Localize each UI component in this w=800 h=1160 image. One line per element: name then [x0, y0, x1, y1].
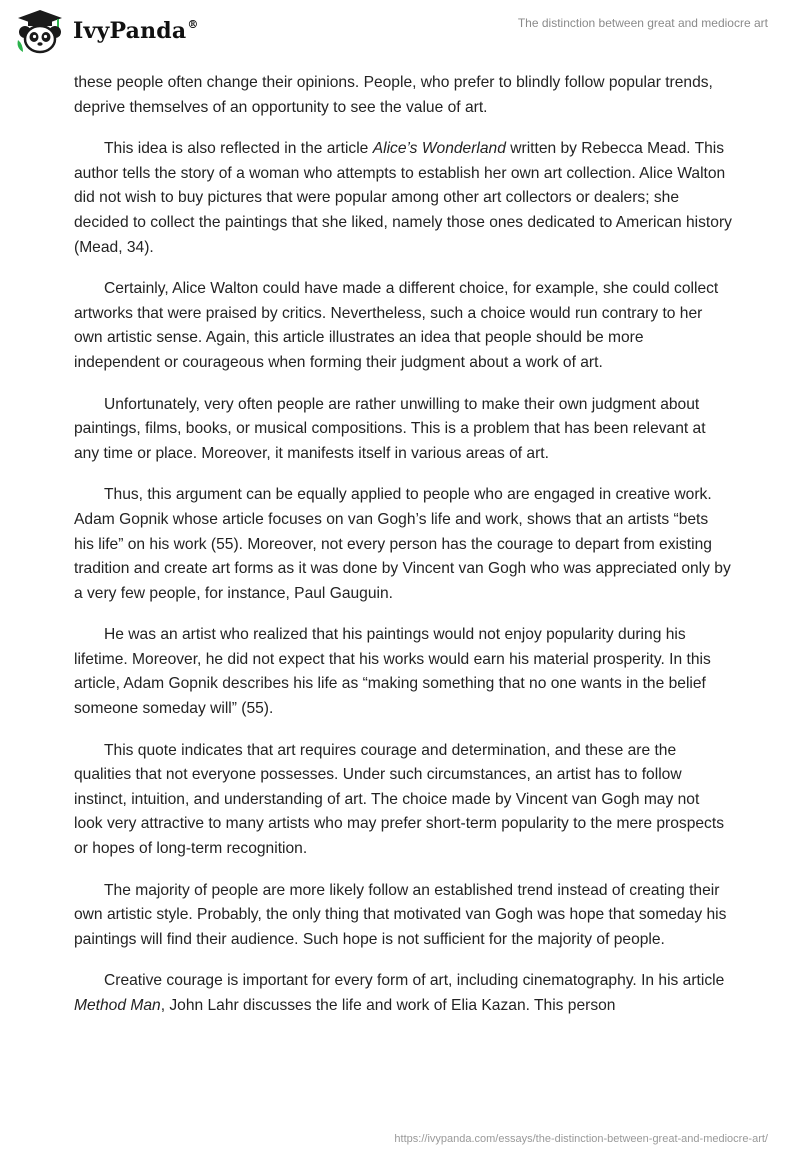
paragraph: The majority of people are more likely follow an established trend instead of creating their own artistic style. Probably, the only thing that motivated van Gogh was hope that someday his paintings will find their audience. Such hope is not sufficient for the majority of people.: [74, 881, 727, 948]
logo[interactable]: [14, 9, 199, 53]
paragraph: He was an artist who realized that his paintings would not enjoy popularity during his lifetime. Moreover, he did not expect that his works would earn his material prosperity. In this article, Adam Gopnik describes his life as “making something that no one wants in the belief someone someday will” (55).: [74, 626, 711, 718]
brand-name-text: IvyPanda: [73, 18, 187, 44]
brand-name: [73, 18, 199, 44]
paragraph: Unfortunately, very often people are rather unwilling to make their own judgment about paintings, films, books, or musical compositions. This is a problem that has been relevant at any time or place. Moreover, it manifests itself in various areas of art.: [74, 395, 706, 462]
paragraph-text: , John Lahr discusses the life and work of Elia Kazan. This person: [160, 997, 616, 1014]
page-header: [0, 0, 800, 70]
article-title: Method Man: [74, 997, 161, 1014]
paragraph: [74, 137, 732, 260]
paragraph: Thus, this argument can be equally applied to people who are engaged in creative work. Adam Gopnik whose article focuses on van Gogh’s life and work, shows that an artists “bets his life” on his work (55). Moreover, not every person has the courage to depart from existing tradition and create art forms as it was done by Vincent van Gogh who was appreciated only by a very few people, for instance, Paul Gauguin.: [74, 486, 731, 602]
paragraph-text: written by Rebecca Mead. This author tells the story of a woman who attempts to establish her own art collection. Alice Walton did not wish to buy pictures that were popular among other art collectors or dealers; she decided to collect the paintings that she liked, namely those ones dedicated to American history (Mead, 34).: [74, 140, 732, 256]
essay-body: [74, 71, 732, 1036]
source-url[interactable]: https://ivypanda.com/essays/the-distinction-between-great-and-mediocre-art/: [394, 1133, 768, 1145]
paragraph-text: This idea is also reflected in the article: [104, 140, 373, 158]
panda-graduate-icon: [14, 8, 66, 54]
paragraph-text: Creative courage is important for every form of art, including cinematography. In his article: [104, 972, 725, 990]
paragraph: these people often change their opinions. People, who prefer to blindly follow popular trends, deprive themselves of an opportunity to see the value of art.: [74, 74, 713, 116]
paragraph: [74, 969, 732, 1018]
document-title: The distinction between great and mediocre art: [517, 16, 768, 30]
paragraph: Certainly, Alice Walton could have made a different choice, for example, she could collect artworks that were praised by critics. Nevertheless, such a choice would run contrary to her own artistic sense. Again, this article illustrates an idea that people should be more independent or courageous when forming their judgment about a work of art.: [74, 280, 719, 371]
paragraph: This quote indicates that art requires courage and determination, and these are the qualities that not everyone possesses. Under such circumstances, an artist has to follow instinct, intuition, and understanding of art. The choice made by Vincent van Gogh may not look very attractive to many artists who may prefer short-term popularity to the mere prospects or hopes of long-term recognition.: [74, 741, 724, 858]
article-title: Alice’s Wonderland: [372, 140, 506, 158]
registered-mark: ®: [187, 18, 199, 31]
